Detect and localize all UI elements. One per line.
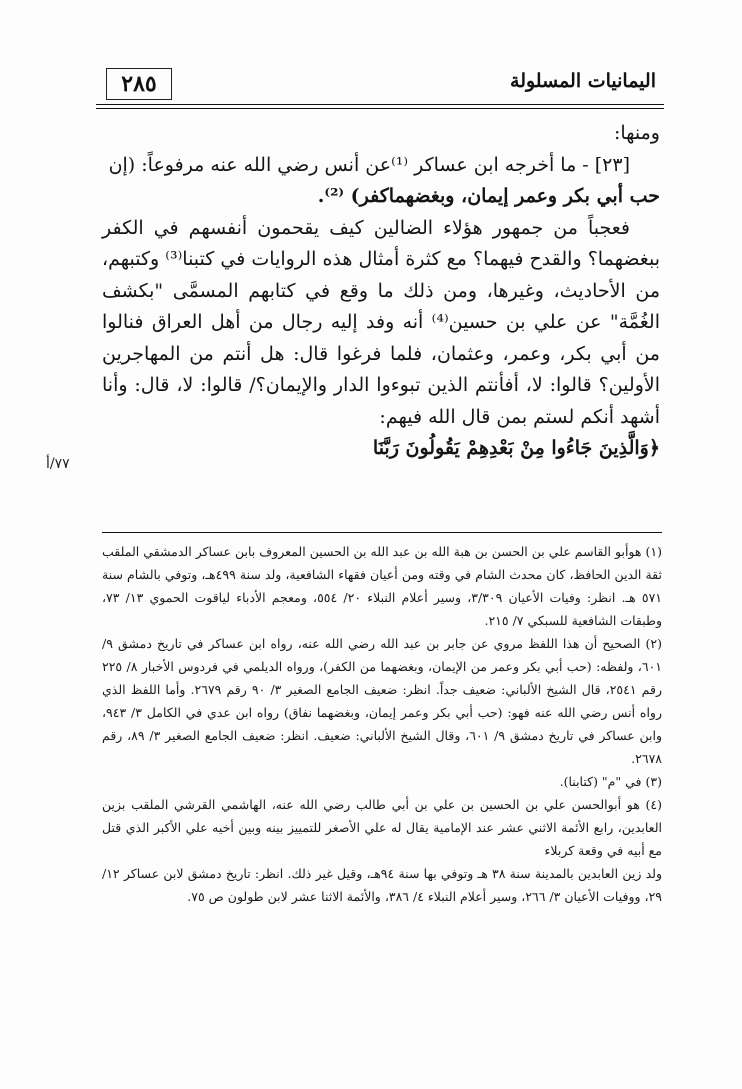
main-text <box>102 118 660 465</box>
manuscript-folio-note: ٧٧/أ <box>46 456 70 472</box>
footnote-4: (٤) هو أبوالحسن علي بن الحسين بن علي بن أبي طالب رضي الله عنه، الهاشمي القرشي الملقب بزين العابدين، رابع الأئمة الاثني عشر عند الإمامية يقال له علي الأصغر للتمييز بينه وبين أخيه علي الأكبر الذي قتل مع أبيه في وقعة كربلاء <box>102 797 662 858</box>
quran-verse: ﴿وَالَّذِينَ جَاءُوا مِنْ بَعْدِهِمْ يَقُولُونَ رَبَّنَا <box>372 437 660 459</box>
running-title: اليمانيات المسلولة <box>510 70 656 92</box>
lead-in: ومنها: <box>613 122 660 144</box>
hadith-paragraph: [٢٣] - ما أخرجه ابن عساكر ⁽¹⁾عن أنس رضي الله عنه مرفوعاً: (إن <box>108 153 630 176</box>
footnote-2: (٢) الصحيح أن هذا اللفظ مروي عن جابر بن عبد الله رضي الله عنه، رواه ابن عساكر في تاريخ دمشق ٩/ ٦٠١، ولفظه: (حب أبي بكر وعمر من الإيمان، وبغضهما من الكفر)، ورواه الديلمي في فردوس الأخبار ٨/ ٢٢٥ رقم ٢٥٤١، قال الشيخ الألباني: ضعيف جداً. انظر: ضعيف الجامع الصغير ٣/ ٩٠ رقم ٢٦٧٩. وأما اللفظ الذي رواه أنس رضي الله عنه فهو: (حب أبي بكر وعمر إيمان، وبغضهما نفاق) رواه ابن عدي في الكامل ٣/ ٩٤٣، وابن عساكر في تاريخ دمشق ٩/ ٦٠١، وقال الشيخ الألباني: ضعيف. انظر: ضعيف الجامع الصغير ٣/ ٨٩، رقم ٢٦٧٨. <box>102 636 662 766</box>
header-rule <box>96 104 664 105</box>
commentary-paragraph: فعجباً من جمهور هؤلاء الضالين كيف يقحمون أنفسهم في الكفر ببغضهما؟ والقدح فيهما؟ مع كثرة أمثال هذه الروايات في كتبنا⁽³⁾ وكتبهم، من الأحاديث، وغيرها، ومن ذلك ما وقع في كتابهم المسمَّى "بكشف الغُمَّة" عن علي بن حسين⁽⁴⁾ أنه وفد إليه رجال من أهل العراق فنالوا من أبي بكر، وعمر، وعثمان، فلما فرغوا قال: هل أنتم من المهاجرين الأولين؟ قالوا: لا، أفأنتم الذين تبوءوا الدار والإيمان؟/ قالوا: لا، قال: وأنا أشهد أنكم لستم بمن قال الله فيهم: <box>102 216 660 428</box>
hadith-text: حب أبي بكر وعمر إيمان، وبغضهماكفر) ⁽²⁾. <box>317 185 660 207</box>
footnote-3: (٣) في "م" (كتابنا). <box>559 774 662 789</box>
footnotes <box>102 540 662 908</box>
page-header <box>96 62 656 108</box>
header-rule-thin <box>96 108 664 109</box>
footnote-rule <box>102 532 662 533</box>
footnote-1: (١) هوأبو القاسم علي بن الحسن بن هبة الله بن عبد الله بن الحسين المعروف بابن عساكر الدمشقي الملقب ثقة الدين الحافظ، كان محدث الشام في وقته ومن أعيان فقهاء الشافعية، ولد سنة ٤٩٩هـ، وتوفي بالشام سنة ٥٧١ هـ. انظر: وفيات الأعيان ٣/٣٠٩، وسير أعلام النبلاء ٢٠/ ٥٥٤، ومعجم الأدباء لياقوت الحموي ١٣/ ٧٣، وطبقات الشافعية للسبكي ٧/ ٢١٥. <box>102 544 663 628</box>
footnote-4-continued: ولد زين العابدين بالمدينة سنة ٣٨ هـ وتوفي بها سنة ٩٤هـ، وقيل غير ذلك. انظر: تاريخ دمشق لابن عساكر ١٢/ ٢٩، ووفيات الأعيان ٣/ ٢٦٦، وسير أعلام النبلاء ٤/ ٣٨٦، والأئمة الاثنا عشر لابن طولون ص ٧٥. <box>102 866 662 904</box>
page-number: ٢٨٥ <box>106 68 172 100</box>
